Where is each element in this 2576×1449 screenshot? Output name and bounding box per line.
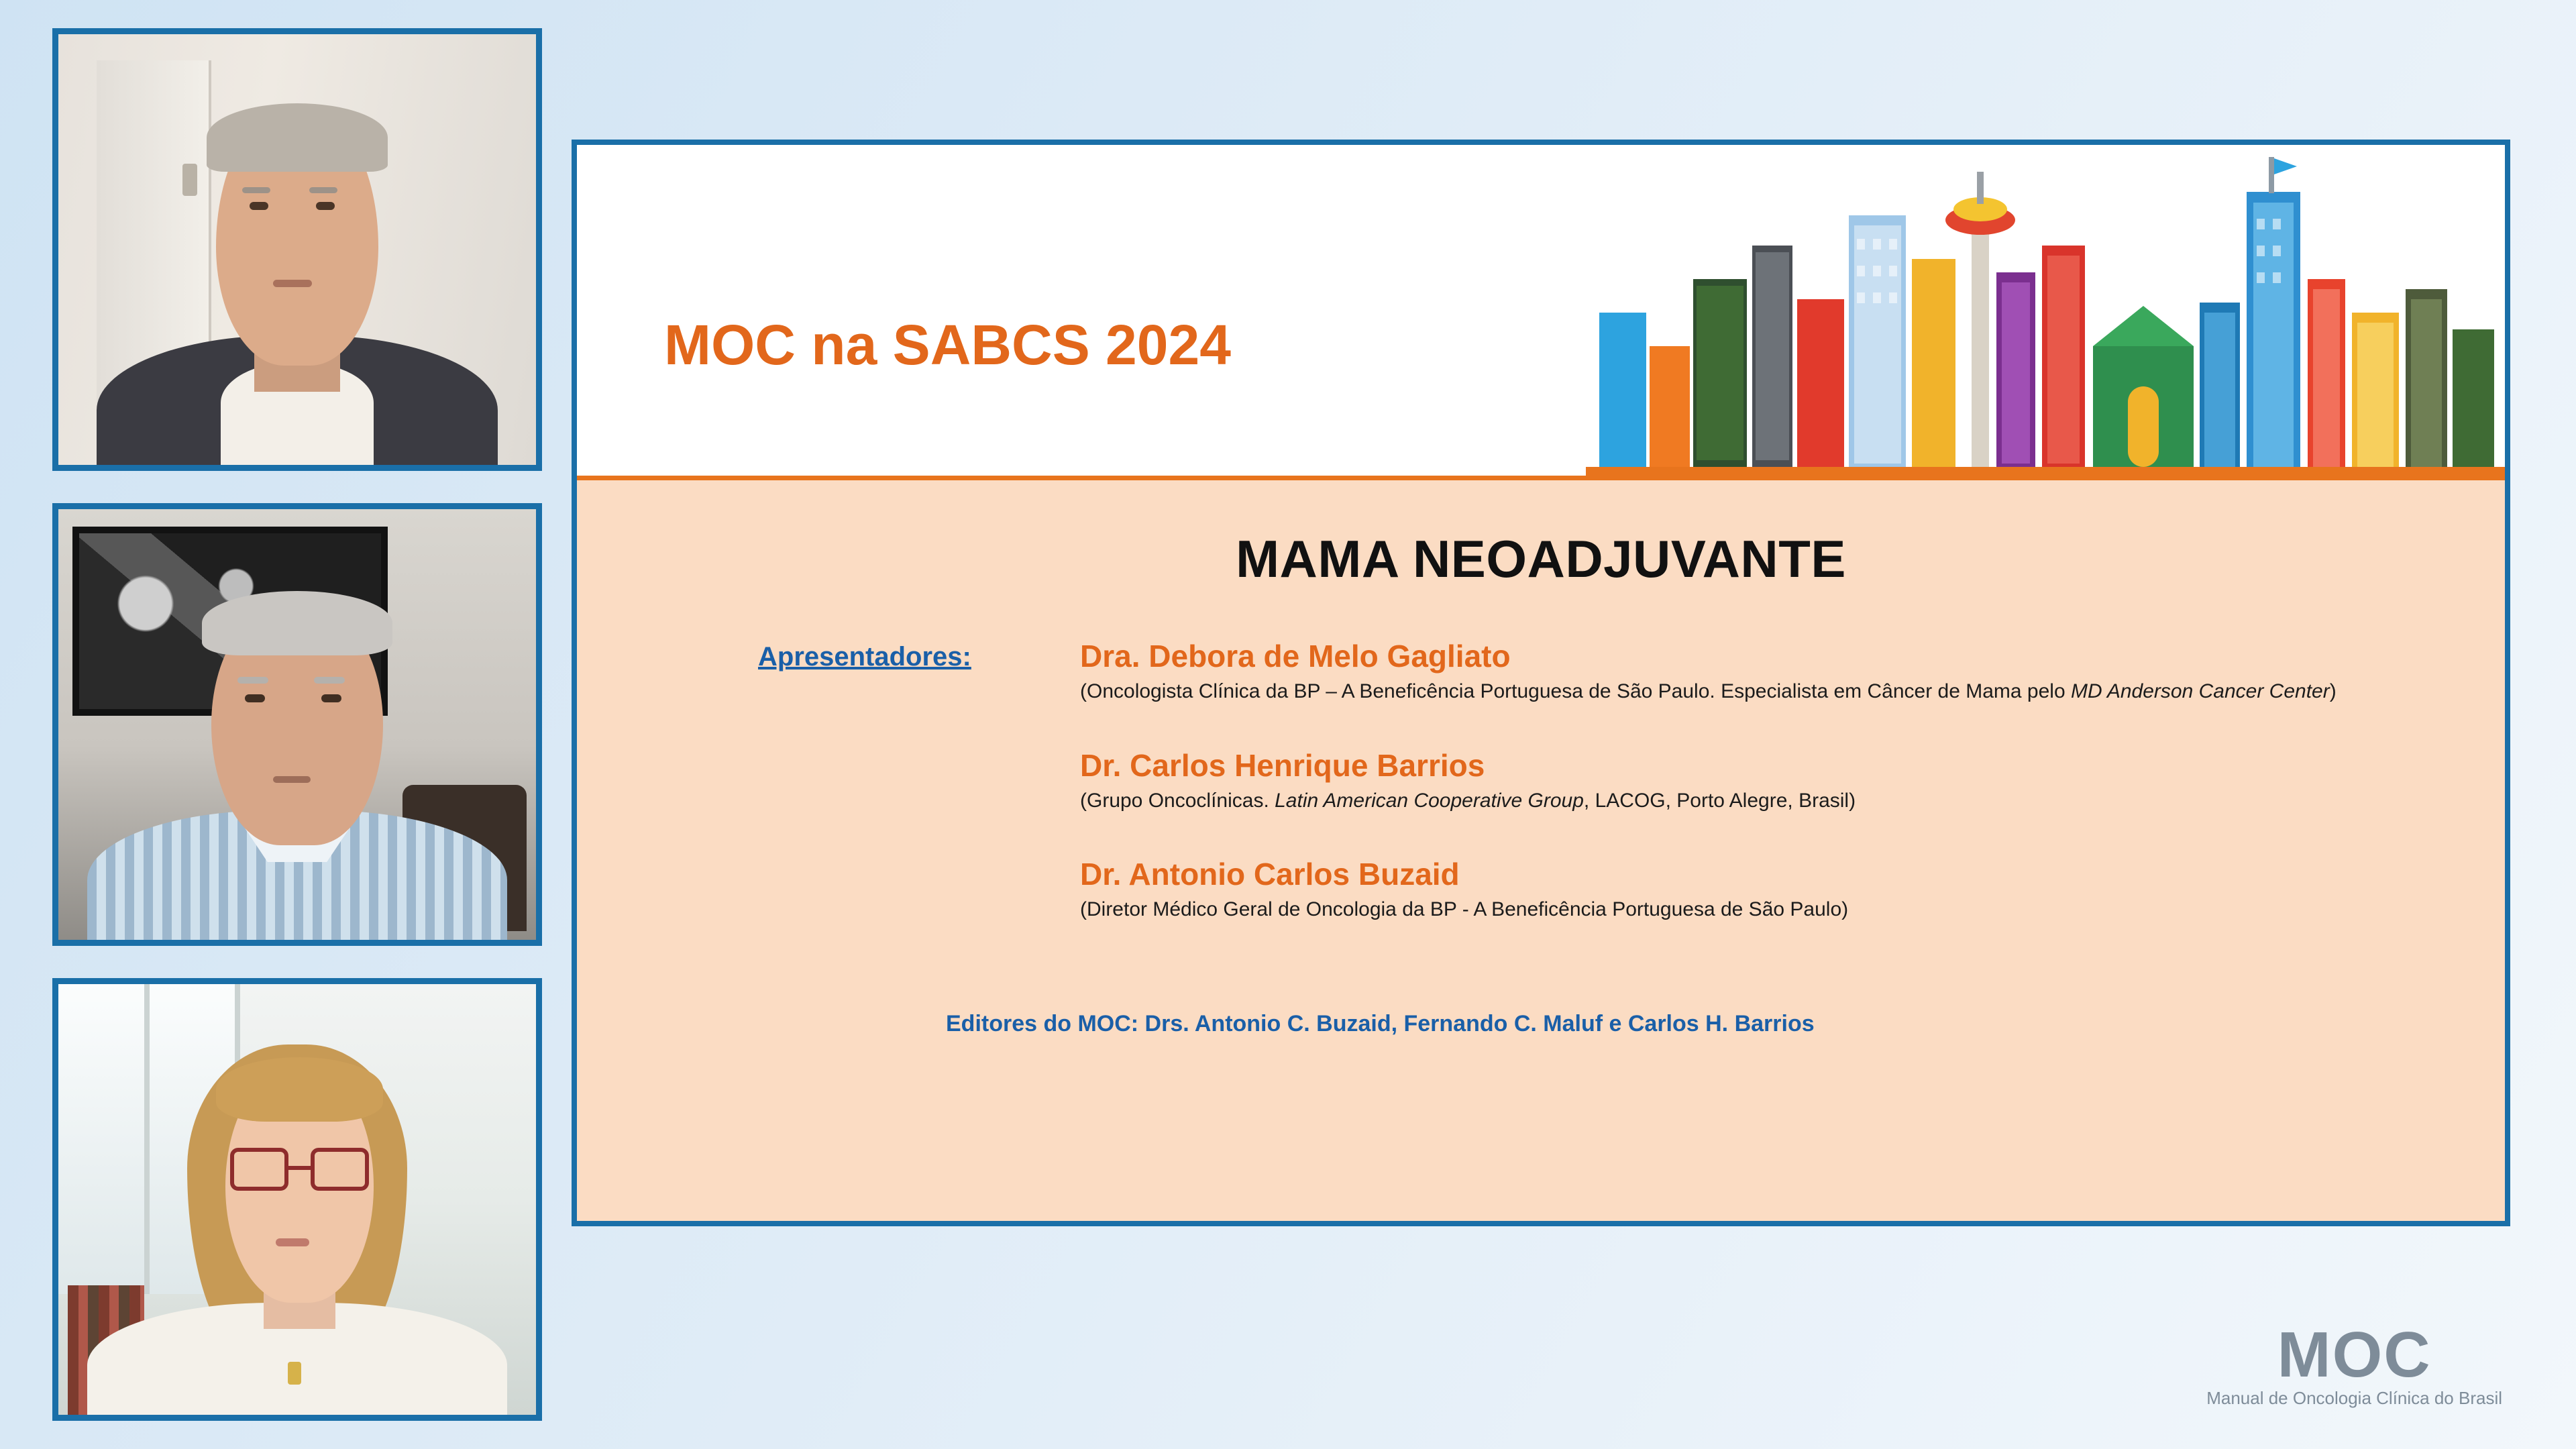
participant-3-person — [58, 984, 536, 1415]
mouth-shape — [273, 280, 312, 287]
glasses-lens-left — [230, 1148, 288, 1191]
presenters-label: Apresentadores: — [758, 642, 971, 672]
slide-body — [577, 529, 2505, 1037]
presenter-affiliation — [1080, 788, 2355, 815]
participant-2-person — [58, 509, 536, 940]
presenter-name: Dr. Antonio Carlos Buzaid — [1080, 857, 1460, 892]
necklace-pendant-shape — [288, 1362, 301, 1385]
eye-right-shape — [316, 202, 335, 210]
presenter-entry — [1080, 747, 2465, 815]
fringe-shape — [216, 1057, 383, 1122]
mouth-shape — [273, 776, 311, 783]
presenter-affiliation-pre: (Diretor Médico Geral de Oncologia da BP - A Beneficência Portuguesa de São Paulo) — [1080, 898, 1849, 920]
eye-right-shape — [321, 694, 341, 702]
eyebrow-right-shape — [314, 677, 345, 684]
eyebrow-left-shape — [242, 187, 270, 193]
eye-left-shape — [245, 694, 265, 702]
presenter-name: Dra. Debora de Melo Gagliato — [1080, 639, 1511, 674]
presenter-name: Dr. Carlos Henrique Barrios — [1080, 747, 1485, 783]
city-skyline-illustration — [1586, 145, 2505, 476]
presenter-entry — [1080, 856, 2465, 924]
presenter-affiliation — [1080, 678, 2355, 706]
mouth-shape — [276, 1238, 309, 1246]
participant-2-video — [58, 509, 536, 940]
presenter-entry — [1080, 638, 2465, 706]
glasses-icon — [230, 1148, 368, 1191]
moc-logo-subtitle: Manual de Oncologia Clínica do Brasil — [2206, 1388, 2502, 1408]
slide-main-title: MAMA NEOADJUVANTE — [1236, 529, 1846, 588]
participant-tile-3[interactable] — [52, 978, 542, 1421]
presenter-affiliation-post: , LACOG, Porto Alegre, Brasil) — [1583, 789, 1856, 812]
hair-shape — [207, 103, 388, 172]
participant-1-video — [58, 34, 536, 465]
eyebrow-left-shape — [237, 677, 268, 684]
eyebrow-right-shape — [309, 187, 337, 193]
slide-header-title: MOC na SABCS 2024 — [664, 313, 1231, 376]
slide-header — [577, 145, 2505, 480]
glasses-lens-right — [311, 1148, 369, 1191]
presenter-affiliation-pre: (Grupo Oncoclínicas. — [1080, 789, 1275, 812]
glasses-bridge — [288, 1166, 311, 1170]
editors-line: Editores do MOC: Drs. Antonio C. Buzaid, Fernando C. Maluf e Carlos H. Barrios — [946, 1010, 1815, 1036]
presenter-affiliation-emphasis: MD Anderson Cancer Center — [2070, 680, 2330, 702]
participant-3-video — [58, 984, 536, 1415]
presenter-affiliation-post: ) — [2329, 680, 2337, 702]
hair-shape — [202, 591, 393, 655]
participant-1-person — [58, 34, 536, 465]
presenter-affiliation-emphasis: Latin American Cooperative Group — [1275, 789, 1584, 812]
participant-tile-2[interactable] — [52, 503, 542, 946]
presenters-section — [617, 638, 2465, 924]
shared-slide[interactable] — [572, 140, 2510, 1226]
participant-video-column — [52, 28, 542, 1424]
moc-logo-mark: MOC — [2277, 1318, 2432, 1391]
moc-logo — [2206, 1318, 2502, 1409]
presenter-affiliation — [1080, 896, 2355, 924]
participant-tile-1[interactable] — [52, 28, 542, 471]
presenter-affiliation-pre: (Oncologista Clínica da BP – A Beneficência Portuguesa de São Paulo. Especialista em Câncer de Mama pelo — [1080, 680, 2071, 702]
eye-left-shape — [250, 202, 268, 210]
